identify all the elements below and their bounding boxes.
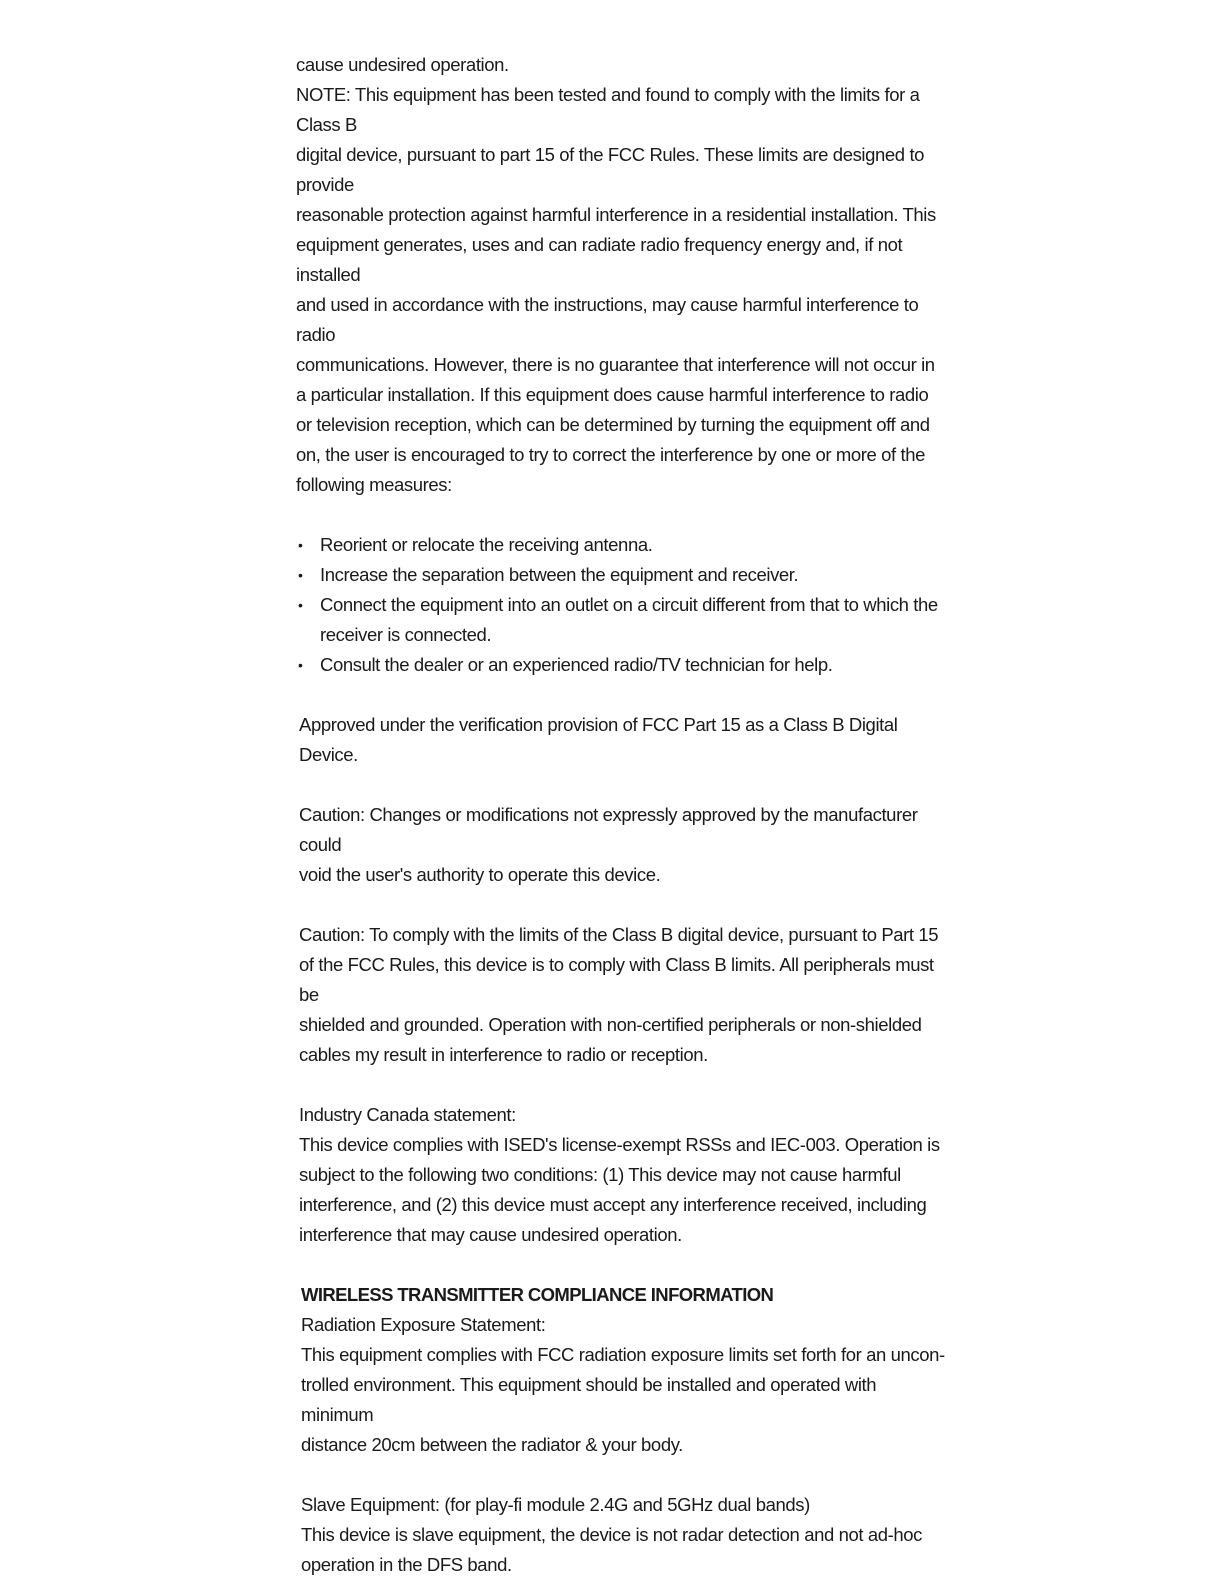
list-item: • Reorient or relocate the receiving antenna.: [296, 530, 946, 560]
text-line: interference, and (2) this device must accept any interference received, including: [299, 1194, 927, 1215]
text-line: NOTE: This equipment has been tested and found to comply with the limits for a Class B: [296, 84, 920, 135]
industry-canada-section: [296, 1100, 946, 1250]
text-line: This device complies with ISED's license-exempt RSSs and IEC-003. Operation is: [299, 1134, 940, 1155]
caution-modifications: [296, 800, 946, 890]
wireless-compliance-section: [296, 1280, 946, 1460]
text-line: communications. However, there is no guarantee that interference will not occur in: [296, 354, 935, 375]
text-line: operation in the DFS band.: [301, 1554, 512, 1575]
text-line: or television reception, which can be determined by turning the equipment off and: [296, 414, 930, 435]
section-title: Radiation Exposure Statement:: [301, 1314, 546, 1335]
spacer: [296, 890, 946, 920]
measures-list: [296, 530, 946, 680]
text-line: reasonable protection against harmful interference in a residential installation. This: [296, 204, 936, 225]
section-title: Industry Canada statement:: [299, 1104, 516, 1125]
spacer: [296, 1250, 946, 1280]
text-line: Caution: To comply with the limits of the Class B digital device, pursuant to Part 15: [299, 924, 939, 945]
text-line: void the user's authority to operate this device.: [299, 864, 661, 885]
slave-equipment-section: [296, 1490, 946, 1580]
spacer: [296, 770, 946, 800]
spacer: [296, 500, 946, 530]
text-line: trolled environment. This equipment should be installed and operated with minimum: [301, 1374, 877, 1425]
text-line: and used in accordance with the instructions, may cause harmful interference to radio: [296, 294, 919, 345]
spacer: [296, 680, 946, 710]
text-line: of the FCC Rules, this device is to comply with Class B limits. All peripherals must be: [299, 954, 934, 1005]
text-line: Caution: Changes or modifications not expressly approved by the manufacturer could: [299, 804, 918, 855]
text-line: interference that may cause undesired operation.: [299, 1224, 682, 1245]
list-item: • Connect the equipment into an outlet on a circuit different from that to which the receiver is connected.: [296, 590, 946, 650]
list-item: • Increase the separation between the equipment and receiver.: [296, 560, 946, 590]
section-title: Slave Equipment: (for play-fi module 2.4G and 5GHz dual bands): [301, 1494, 810, 1515]
section-heading: WIRELESS TRANSMITTER COMPLIANCE INFORMATION: [301, 1284, 774, 1305]
text-line: This equipment complies with FCC radiation exposure limits set forth for an uncon-: [301, 1344, 945, 1365]
approved-statement: Approved under the verification provision of FCC Part 15 as a Class B Digital Device.: [299, 714, 898, 765]
text-line: a particular installation. If this equipment does cause harmful interference to radio: [296, 384, 929, 405]
text-line: on, the user is encouraged to try to correct the interference by one or more of the: [296, 444, 926, 465]
text-line: cause undesired operation.: [296, 54, 509, 75]
spacer: [296, 1070, 946, 1100]
text-line: digital device, pursuant to part 15 of the FCC Rules. These limits are designed to provide: [296, 144, 925, 195]
text-line: equipment generates, uses and can radiate radio frequency energy and, if not installed: [296, 234, 903, 285]
caution-class-b: [296, 920, 946, 1070]
text-line: subject to the following two conditions: (1) This device may not cause harmful: [299, 1164, 901, 1185]
text-line: cables my result in interference to radio or reception.: [299, 1044, 708, 1065]
text-column: [296, 50, 946, 1580]
spacer: [296, 1460, 946, 1490]
fcc-note-paragraph: [296, 50, 946, 500]
list-item: • Consult the dealer or an experienced radio/TV technician for help.: [296, 650, 946, 680]
text-line: This device is slave equipment, the device is not radar detection and not ad-hoc: [301, 1524, 923, 1545]
text-line: shielded and grounded. Operation with non-certified peripherals or non-shielded: [299, 1014, 922, 1035]
text-line: distance 20cm between the radiator & your body.: [301, 1434, 683, 1455]
text-line: following measures:: [296, 474, 452, 495]
